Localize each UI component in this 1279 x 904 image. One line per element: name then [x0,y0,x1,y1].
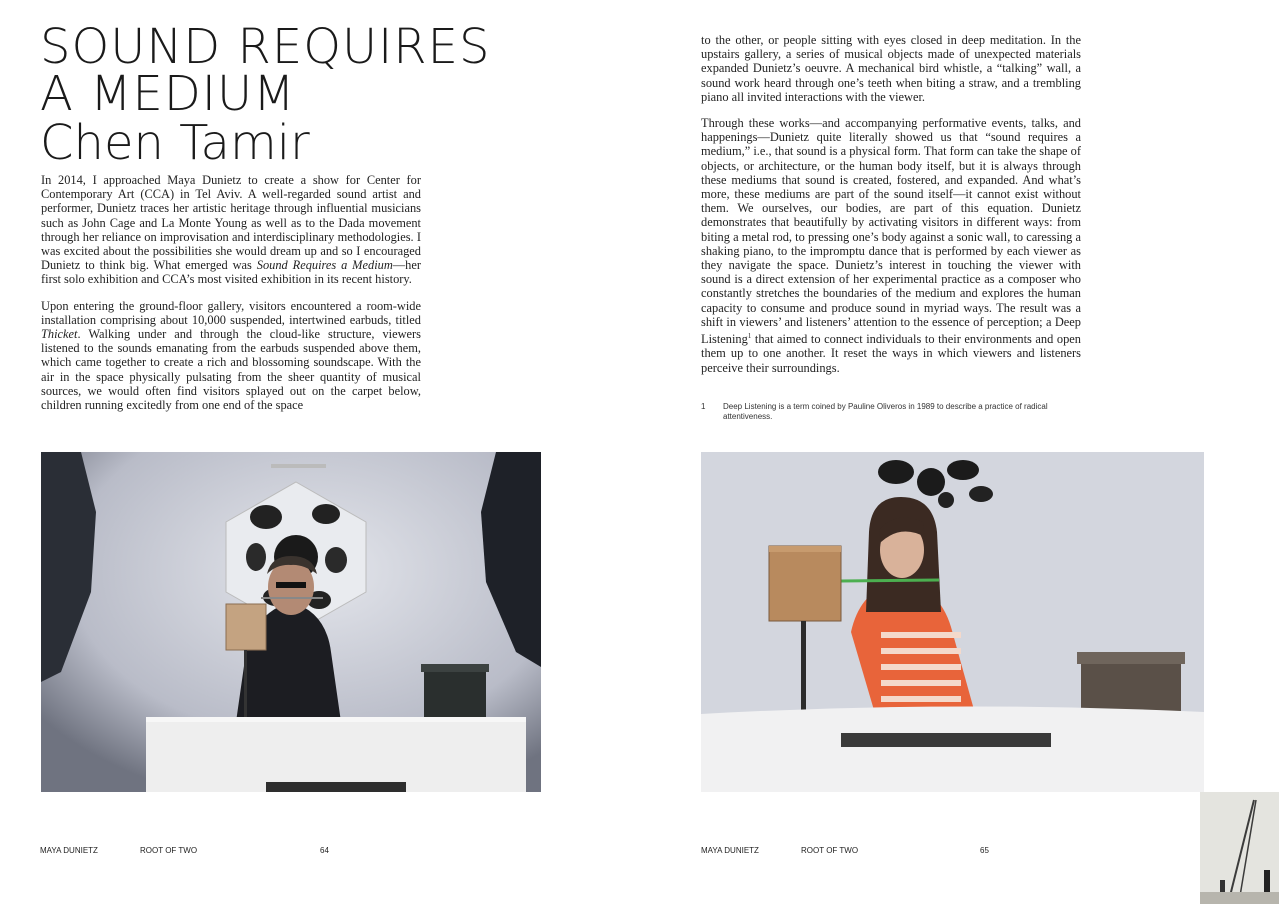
title-line-2: A MEDIUM [40,66,296,123]
footer-book-right: ROOT OF TWO [801,846,859,855]
footer-book-left: ROOT OF TWO [140,846,198,855]
thumbnail-installation [1200,792,1279,904]
page-number-right: 65 [980,846,989,855]
footnote-number: 1 [701,402,706,411]
exhibition-title: Sound Requires a Medium [256,258,393,273]
paragraph: to the other, or people sitting with eyes closed in deep meditation. In the upstairs gallery, a series of musical objects made of unexpected materials expanded Dunietz’s oeuvre. A mechanical bird whistle, a “talking” wall, a sound work heard through one’s teeth when biting a straw, and a trembling piano all invited interactions with the viewer. [701,33,1081,104]
paragraph: Through these works—and accompanying performative events, talks, and happenings—Dunietz quite literally showed us that “sound requires a medium,” i.e., that sound is a physical form. That form can take the shape of objects, or architecture, or the human body itself, but it is always through these mediums that sound is created, fostered, and expanded. And what’s more, these mediums are part of the sound itself—it cannot exist without them. We ourselves, our bodies, are part of this equation. Dunietz demonstrates that beautifully by activating visitors in different ways: from biting a metal rod, to pressing one’s body against a sonic wall, to caressing a shaking piano, to the impromptu dance that is performed by each viewer as they navigate the space. Dunietz’s interest in touching the viewer with sound is a direct extension of her experimental practice as a composer who constantly stretches the boundaries of the medium and explores the human capacity to consume and produce sound in myriad ways. The result was a shift in viewers’ and listeners’ attention to the essence of perception; a Deep Listening$^1$ that aimed to connect individuals to their environments and open them up to one another. It reset the ways in which viewers and listeners perceive their surroundings. [701,116,1081,375]
photo-illustration [41,452,541,792]
work-title: Thicket [41,327,78,342]
left-column-text [41,173,421,424]
photo-illustration [701,452,1204,792]
footer-artist-right: MAYA DUNIETZ [701,846,759,855]
footnote [701,402,1081,422]
article-title [40,19,560,172]
footer-artist-left: MAYA DUNIETZ [40,846,98,855]
footnote-text: Deep Listening is a term coined by Pauline Oliveros in 1989 to describe a practice of radical attentiveness. [723,402,1048,421]
page-number-left: 64 [320,846,329,855]
paragraph: Upon entering the ground-floor gallery, visitors encountered a room-wide installation comprising about 10,000 suspended, intertwined earbuds, titled Thicket. Walking under and through the cloud-like structure, viewers listened to the sounds emanating from the earbuds suspended above them, which came together to create a rich and blossoming soundscape. With the air in the space physically pulsating from the sheer quantity of musical sources, we would often find visitors splayed out on the carpet below, children running excitedly from one end of the space [41,298,421,413]
photo-girl-listening [701,452,1204,792]
photo-man-listening [41,452,541,792]
paragraph: In 2014, I approached Maya Dunietz to create a show for Center for Contemporary Art (CCA) in Tel Aviv. A well-regarded sound artist and performer, Dunietz traces her artistic heritage through influential musicians such as John Cage and La Monte Young as well as to the Dada movement through her reliance on improvisation and interdisciplinary methodologies. I was excited about the possibilities she would dream up and so I encouraged Dunietz to think big. What emerged was Sound Requires a Medium—her first solo exhibition and CCA’s most visited exhibition in its recent history. [41,173,421,287]
title-line-1: SOUND REQUIRES [40,19,491,75]
footnote-ref: 1 [747,332,752,341]
thumbnail-illustration [1200,792,1279,904]
right-column-text [701,33,1081,387]
author-name: Chen Tamir [40,115,310,172]
